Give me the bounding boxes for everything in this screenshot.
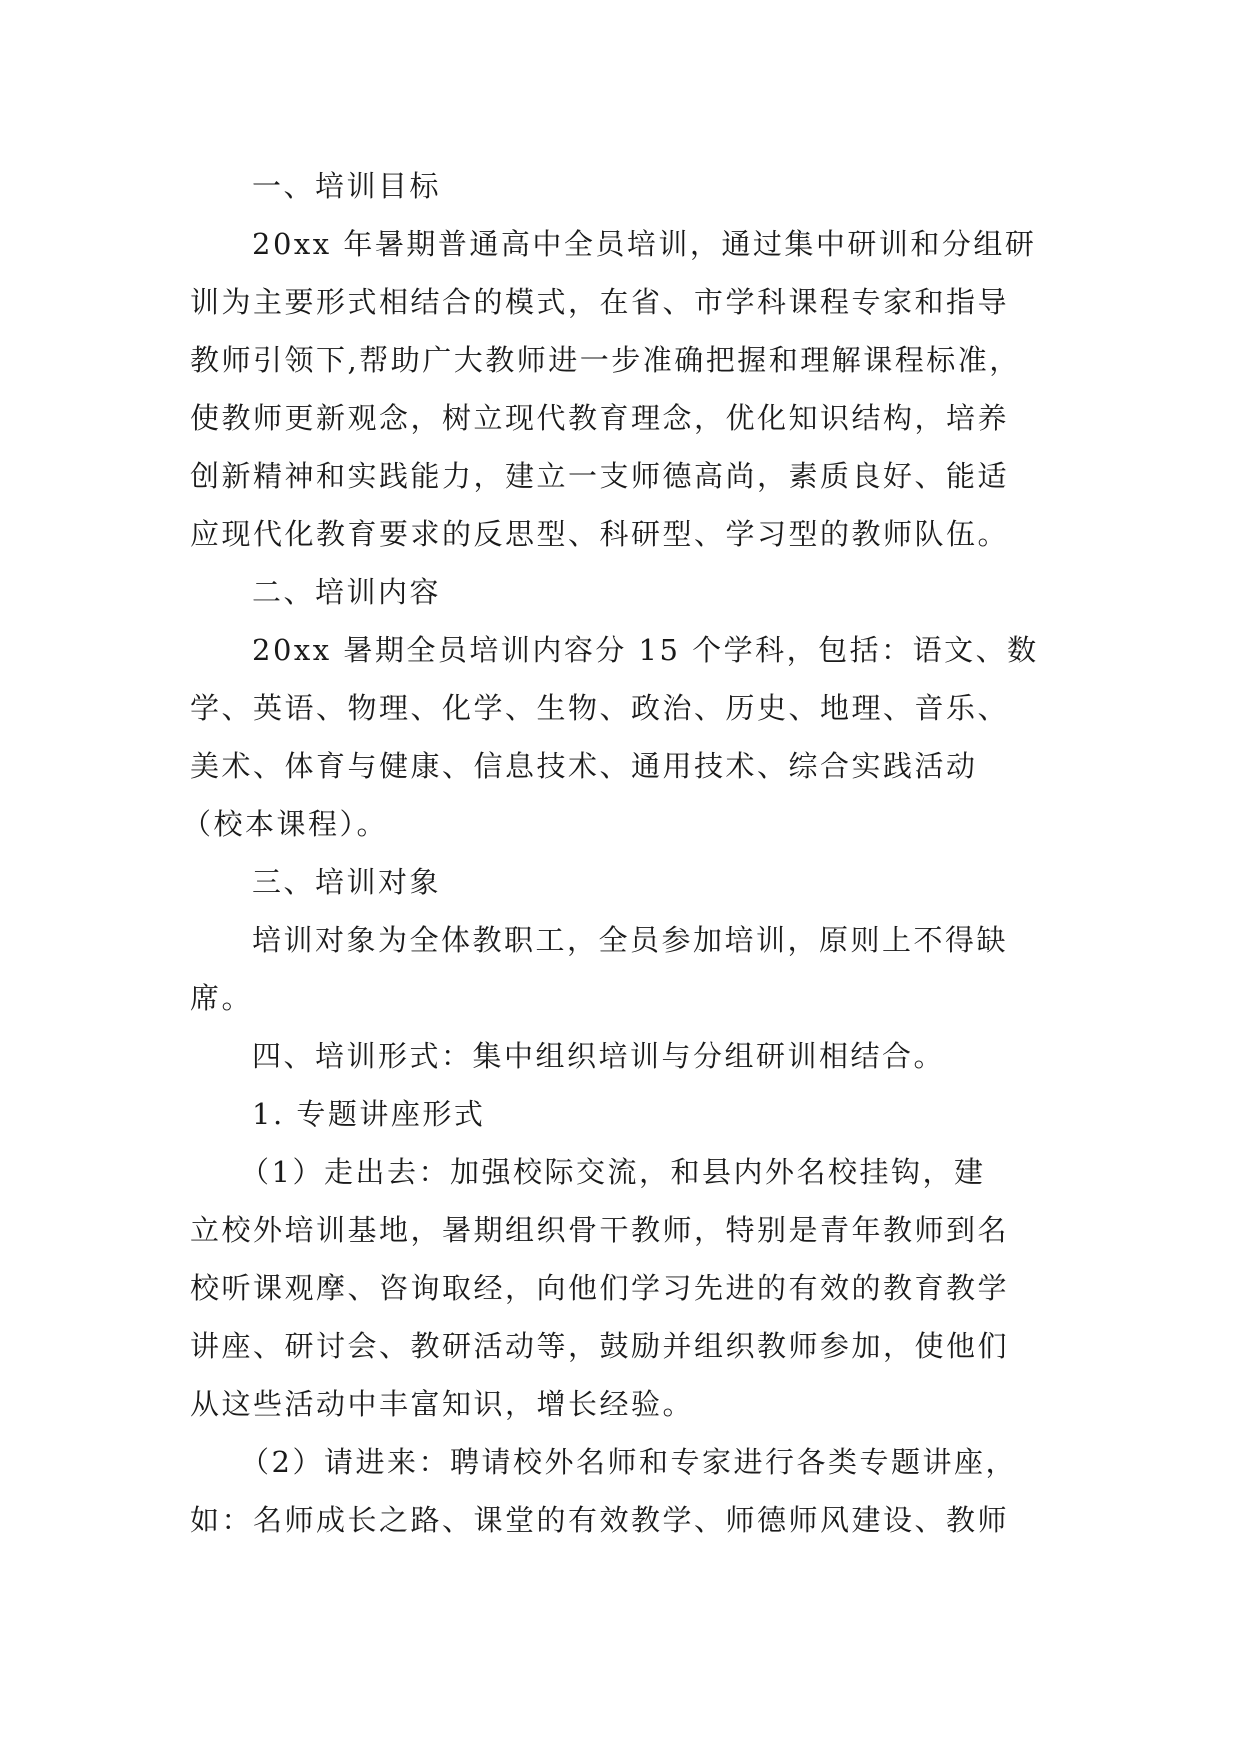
section-heading-training-targets: 三、培训对象 xyxy=(252,865,442,899)
paragraph-line: 使教师更新观念，树立现代教育理念，优化知识结构，培养 xyxy=(190,401,1010,435)
paragraph-line: 立校外培训基地，暑期组织骨干教师，特别是青年教师到名 xyxy=(190,1213,1010,1247)
paragraph-line: 应现代化教育要求的反思型、科研型、学习型的教师队伍。 xyxy=(190,517,1010,551)
paragraph-line: 席。 xyxy=(190,981,254,1015)
paragraph-line: （2）请进来：聘请校外名师和专家进行各类专题讲座， xyxy=(240,1445,1017,1479)
paragraph-line: 如：名师成长之路、课堂的有效教学、师德师风建设、教师 xyxy=(190,1503,1010,1537)
paragraph-line: 教师引领下,帮助广大教师进一步准确把握和理解课程标准， xyxy=(190,343,1021,377)
paragraph-line: （校本课程）。 xyxy=(182,807,389,841)
paragraph-line: 20xx 暑期全员培训内容分 15 个学科，包括：语文、数 xyxy=(252,633,1039,667)
paragraph-line: 20xx 年暑期普通高中全员培训，通过集中研训和分组研 xyxy=(252,227,1037,261)
paragraph-line: 从这些活动中丰富知识，增长经验。 xyxy=(190,1387,695,1421)
paragraph-line: 校听课观摩、咨询取经，向他们学习先进的有效的教育教学 xyxy=(190,1271,1010,1305)
section-heading-training-content: 二、培训内容 xyxy=(252,575,442,609)
paragraph-line: （1）走出去：加强校际交流，和县内外名校挂钩，建 xyxy=(240,1155,986,1189)
paragraph-line: 学、英语、物理、化学、生物、政治、历史、地理、音乐、 xyxy=(190,691,1010,725)
paragraph-line: 训为主要形式相结合的模式，在省、市学科课程专家和指导 xyxy=(190,285,1010,319)
subheading-lecture-form: 1. 专题讲座形式 xyxy=(252,1097,486,1131)
document-body xyxy=(182,157,1060,1549)
section-heading-training-form: 四、培训形式：集中组织培训与分组研训相结合。 xyxy=(252,1039,946,1073)
paragraph-line: 培训对象为全体教职工，全员参加培训，原则上不得缺 xyxy=(252,923,1009,957)
section-heading-training-goals: 一、培训目标 xyxy=(252,169,442,203)
paragraph-line: 美术、体育与健康、信息技术、通用技术、综合实践活动 xyxy=(190,749,978,783)
paragraph-line: 创新精神和实践能力，建立一支师德高尚，素质良好、能适 xyxy=(190,459,1010,493)
paragraph-line: 讲座、研讨会、教研活动等，鼓励并组织教师参加，使他们 xyxy=(190,1329,1010,1363)
